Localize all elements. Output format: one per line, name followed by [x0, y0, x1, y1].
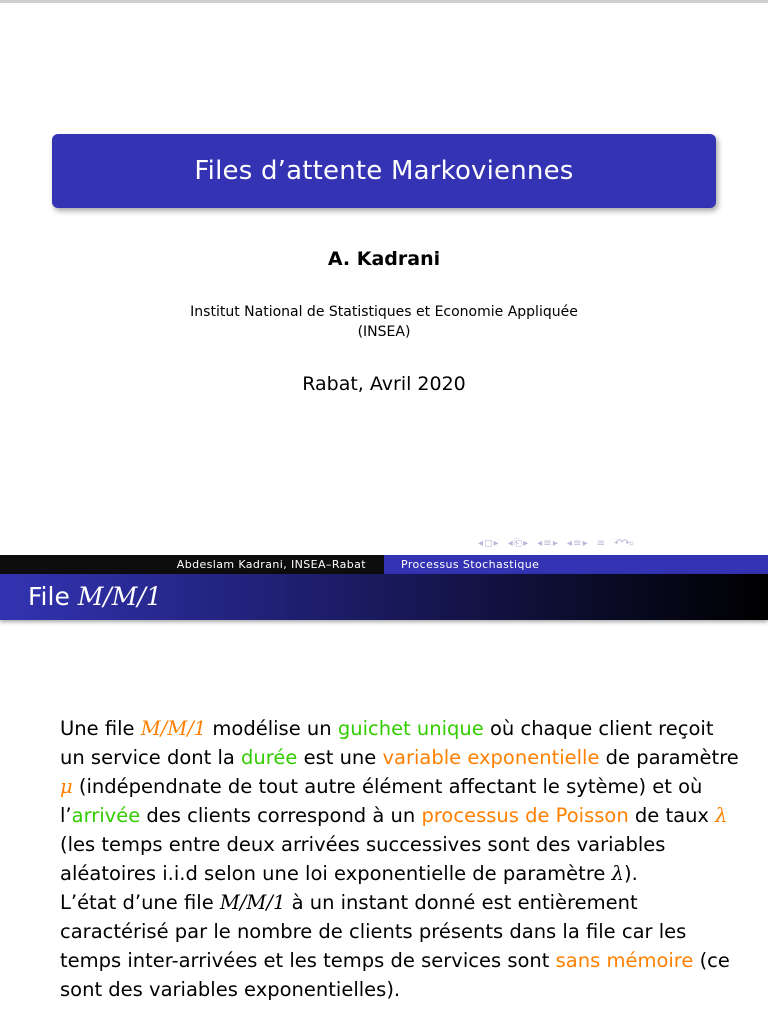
- top-border: [0, 0, 768, 3]
- highlight-variable-exponentielle: variable exponentielle: [382, 746, 600, 769]
- nav-subsection-icon[interactable]: ◂ ⎗ ▸: [507, 537, 528, 549]
- text-run: (ce sont des variables exponentielles).: [60, 949, 730, 1001]
- text-run: (indépendnate de tout autre élément affectant le sytème) et où l’: [60, 775, 703, 827]
- nav-frame-icon[interactable]: ◂ ◻ ▸: [478, 537, 498, 549]
- text-run: où chaque client reçoit un service dont la: [60, 717, 714, 769]
- nav-section-icon[interactable]: ◂ ≡ ▸: [537, 537, 557, 549]
- frame-title: [0, 574, 768, 620]
- footer-title: Processus Stochastique: [384, 555, 768, 574]
- institution: [0, 302, 768, 342]
- highlight-guichet-unique: guichet unique: [337, 717, 484, 740]
- highlight-processus-poisson: processus de Poisson: [421, 804, 629, 827]
- slide-footer: [0, 555, 768, 574]
- text-run: des clients correspond à un: [140, 804, 422, 827]
- nav-search-icon[interactable]: ↶↷⌕: [614, 537, 634, 549]
- math-mm1: M/M/1: [140, 717, 207, 740]
- text-run: (les temps entre deux arrivées successives sont des variables aléatoires i.i.d selon une loi exponentielle de paramètre: [60, 833, 666, 885]
- text-run: est une: [297, 746, 383, 769]
- title-box: [52, 134, 716, 208]
- frame-title-math: M/M/1: [77, 582, 162, 611]
- text-run: ).: [623, 862, 638, 885]
- institution-name: Institut National de Statistiques et Economie Appliquée: [190, 304, 578, 320]
- highlight-arrivee: arrivée: [71, 804, 141, 827]
- beamer-navigation-bar: [478, 534, 633, 552]
- text-run: modélise un: [206, 717, 338, 740]
- slide-body-text: [60, 714, 740, 1004]
- nav-document-icon[interactable]: ◂ ≡ ▸: [566, 537, 587, 549]
- institution-acronym: (INSEA): [357, 324, 411, 340]
- text-run: à un instant donné est entièrement caractérisé par le nombre de clients présents dans la file car les temps inter-arrivées et les temps de services sont: [60, 891, 687, 972]
- presentation-date: Rabat, Avril 2020: [302, 373, 466, 395]
- math-mu: μ: [60, 775, 73, 798]
- presentation-title: Files d’attente Markoviennes: [194, 156, 574, 186]
- math-lambda: λ: [611, 862, 624, 885]
- text-run: Une file: [60, 717, 141, 740]
- footer-author: Abdeslam Kadrani, INSEA–Rabat: [0, 555, 384, 574]
- text-run: de taux: [628, 804, 716, 827]
- highlight-duree: durée: [241, 746, 298, 769]
- frame-title-prefix: File: [28, 582, 78, 611]
- text-run: L’état d’une file: [60, 891, 220, 914]
- nav-toc-icon[interactable]: ≡: [596, 537, 605, 549]
- text-run: de paramètre: [599, 746, 739, 769]
- math-lambda: λ: [715, 804, 728, 827]
- highlight-sans-memoire: sans mémoire: [555, 949, 694, 972]
- math-mm1: M/M/1: [219, 891, 286, 914]
- author-name: A. Kadrani: [327, 248, 441, 270]
